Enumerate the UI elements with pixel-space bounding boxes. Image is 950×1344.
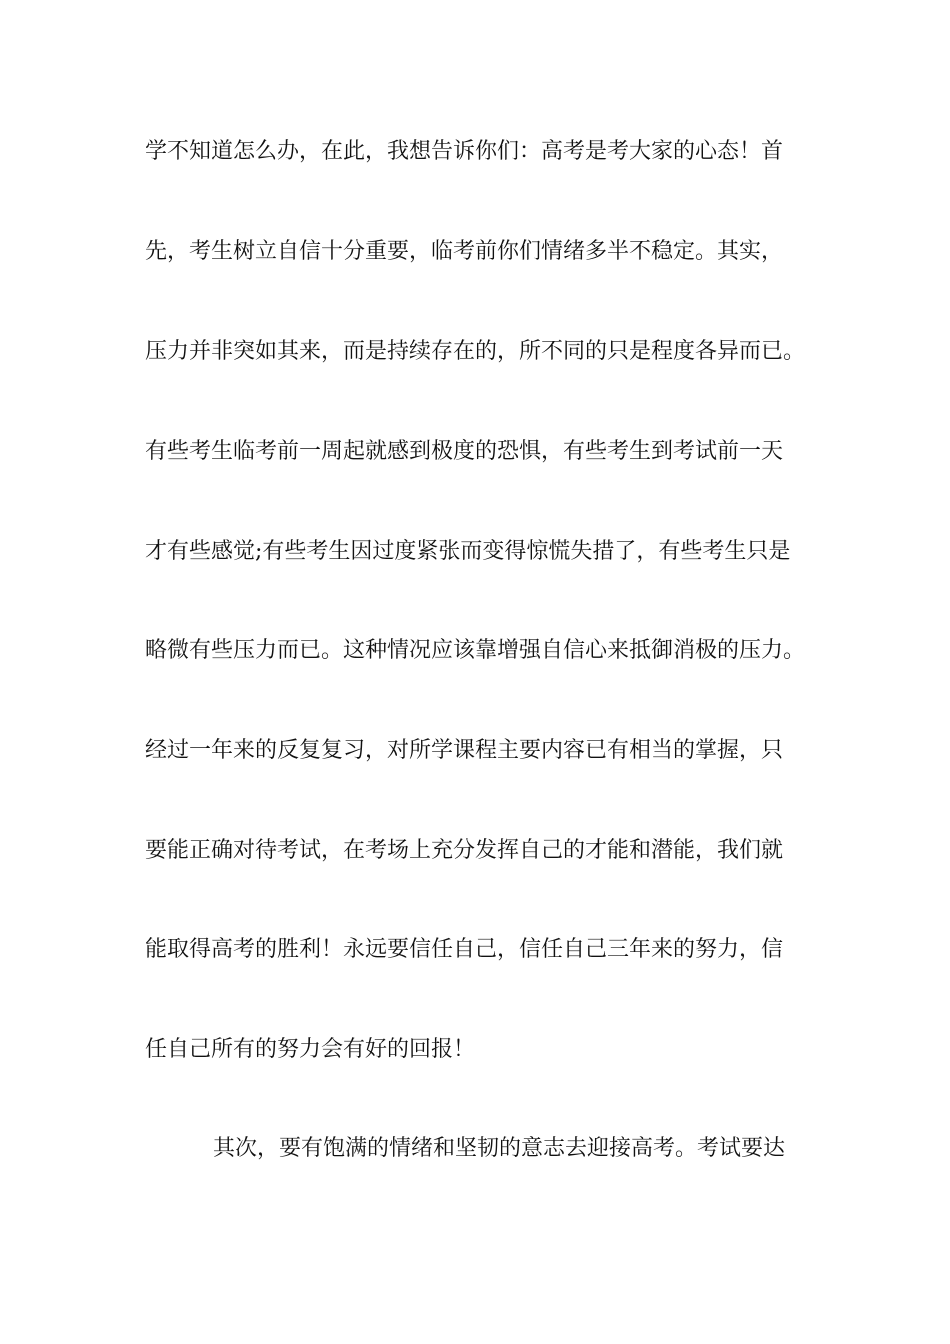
text-line: 能取得高考的胜利！永远要信任自己，信任自己三年来的努力，信 xyxy=(145,937,784,962)
text-line: 任自己所有的努力会有好的回报！ xyxy=(145,1037,476,1062)
text-line: 略微有些压力而已。这种情况应该靠增强自信心来抵御消极的压力。 xyxy=(145,638,806,663)
text-line: 要能正确对待考试，在考场上充分发挥自己的才能和潜能，我们就 xyxy=(145,838,784,863)
paragraph-start-line: 其次，要有饱满的情绪和坚韧的意志去迎接高考。考试要达 xyxy=(213,1136,786,1161)
text-line: 压力并非突如其来，而是持续存在的，所不同的只是程度各异而已。 xyxy=(145,339,806,364)
text-line: 学不知道怎么办，在此，我想告诉你们：高考是考大家的心态！首 xyxy=(145,139,784,164)
text-line: 先，考生树立自信十分重要，临考前你们情绪多半不稳定。其实， xyxy=(145,239,784,264)
text-line: 有些考生临考前一周起就感到极度的恐惧，有些考生到考试前一天 xyxy=(145,439,784,464)
text-line: 经过一年来的反复复习，对所学课程主要内容已有相当的掌握，只 xyxy=(145,738,784,763)
text-line: 才有些感觉;有些考生因过度紧张而变得惊慌失措了，有些考生只是 xyxy=(145,539,791,564)
